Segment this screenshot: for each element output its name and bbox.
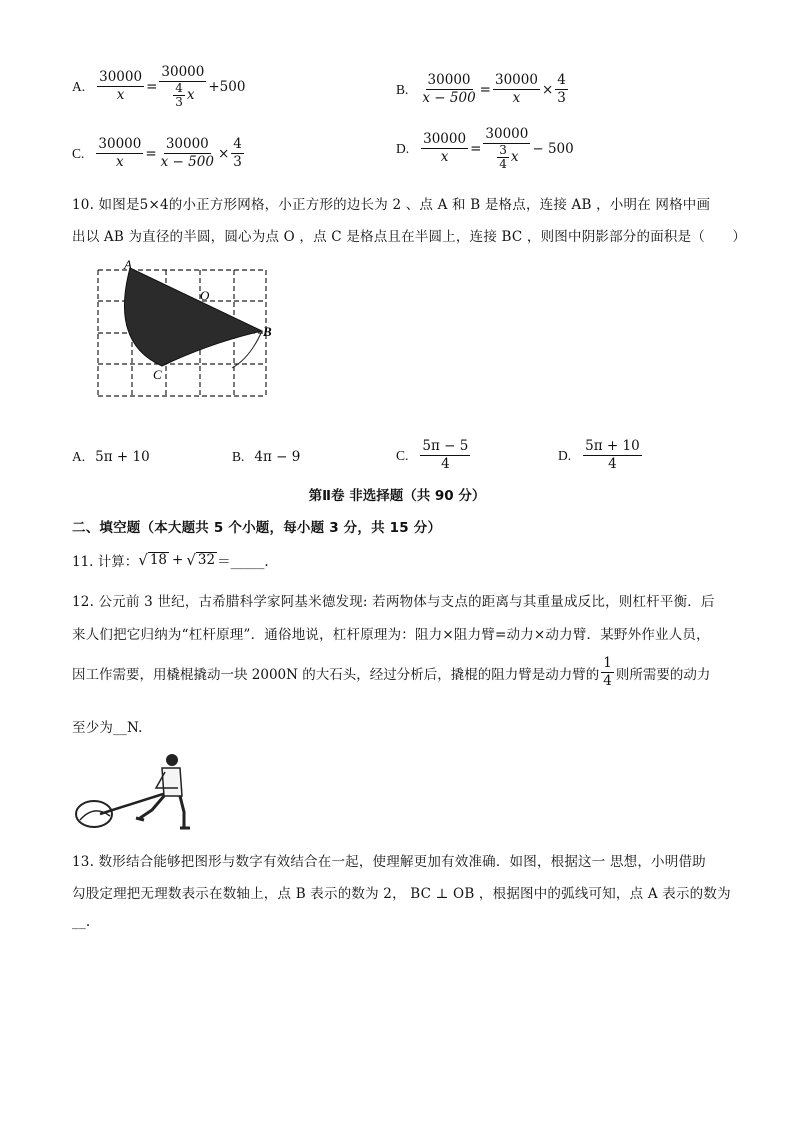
- equals-sign: =: [470, 140, 482, 157]
- fraction-denominator: x − 500: [422, 90, 476, 106]
- part-2-title: 第Ⅱ卷 非选择题（共 90 分）: [308, 488, 486, 504]
- fraction-denominator: x: [512, 90, 521, 106]
- option-label: B.: [396, 81, 409, 97]
- variable: x: [186, 87, 195, 103]
- fraction-numerator: 30000: [485, 126, 529, 142]
- fraction-denominator: 4: [603, 673, 612, 689]
- fraction-denominator: 3: [233, 154, 242, 170]
- fraction-numerator: 4: [233, 136, 242, 152]
- plus-sign: +: [172, 552, 184, 568]
- shaded-region: [124, 268, 262, 366]
- q10-option-b: [232, 449, 300, 465]
- fraction-denominator: x: [440, 149, 449, 165]
- option-label: D.: [396, 140, 410, 156]
- lever-illustration: [72, 748, 212, 836]
- option-value: 4π − 9: [254, 449, 301, 465]
- q9-option-d: [396, 126, 574, 171]
- fraction-numerator: 30000: [99, 69, 143, 85]
- q11-answer-blank: ＝_____.: [217, 554, 269, 570]
- option-label: A.: [72, 78, 86, 94]
- times-sign: ×: [541, 81, 554, 98]
- q12-line-2: 来人们把它归纳为“杠杆原理”．通俗地说，杠杆原理为：阻力×阻力臂=动力×动力臂．某野外作业人员，: [72, 627, 710, 643]
- q10-grid-figure: [90, 258, 280, 408]
- q9-option-a: [72, 64, 245, 109]
- q11-line: [72, 550, 269, 570]
- sqrt-32: √ 32: [186, 551, 216, 569]
- fraction-denominator: 4: [441, 456, 450, 472]
- q10-option-d: [558, 438, 644, 473]
- fraction-denominator: x: [116, 87, 125, 103]
- section-2-title: 二、填空题（本大题共 5 个小题，每小题 3 分，共 15 分）: [72, 520, 442, 536]
- fraction-numerator: 30000: [165, 136, 209, 152]
- point-b-label: B: [263, 324, 272, 339]
- q9-option-c: [72, 136, 246, 171]
- option-label: C.: [396, 447, 409, 463]
- q12-line-4: 至少为__N.: [72, 720, 143, 736]
- q10-option-a: [72, 449, 150, 465]
- fraction-denominator: 4: [499, 157, 507, 171]
- option-value: 5π + 10: [95, 449, 150, 465]
- fraction-denominator: 4: [608, 456, 617, 472]
- fraction-numerator: 4: [557, 72, 566, 88]
- q12-line-3: [72, 655, 710, 690]
- q12-text: 因工作需要，用橇棍撬动一块 2000N 的大石头，经过分析后，撬棍的阻力臂是动力臂的: [72, 666, 600, 683]
- fraction-numerator: 30000: [427, 72, 471, 88]
- q13-line-1: 13. 数形结合能够把图形与数字有效结合在一起，使理解更加有效准确．如图，根据这一 思想，小明借助: [72, 854, 706, 870]
- option-label: B.: [232, 449, 245, 464]
- person-head: [166, 754, 178, 766]
- fraction-denominator: x: [116, 154, 124, 170]
- q10-line-1: 10. 如图是5×4的小正方形网格，小正方形的边长为 2 、点 A 和 B 是格点，连接 AB ，小明在 网格中画: [72, 197, 711, 213]
- point-o-label: O: [200, 288, 210, 303]
- fraction-denominator: 3: [175, 95, 183, 109]
- term: − 500: [532, 140, 574, 157]
- fraction-numerator: 5π + 10: [585, 438, 640, 454]
- point-a-label: A: [124, 258, 132, 272]
- radicand: 32: [197, 552, 216, 568]
- fraction-numerator: 30000: [494, 72, 538, 88]
- radicand: 18: [149, 552, 168, 568]
- fraction-denominator: x − 500: [160, 154, 214, 170]
- variable: x: [510, 149, 519, 165]
- q12-text: 则所需要的动力: [615, 666, 711, 683]
- option-label: C.: [72, 145, 85, 161]
- sqrt-18: √ 18: [138, 551, 168, 569]
- fraction-numerator: 1: [603, 655, 612, 671]
- fraction-denominator: 3: [557, 90, 566, 106]
- q12-line-1: 12. 公元前 3 世纪，古希腊科学家阿基米德发现: 若两物体与支点的距离与其重量成反比，则杠杆平衡．后: [72, 594, 715, 610]
- q13-line-3: __.: [72, 914, 91, 930]
- equals-sign: =: [146, 78, 158, 95]
- term: +500: [208, 78, 246, 95]
- q10-option-c: [396, 438, 472, 473]
- fraction-numerator: 30000: [98, 136, 142, 152]
- fraction-numerator: 30000: [161, 64, 205, 80]
- equals-sign: =: [145, 145, 157, 162]
- times-sign: ×: [217, 145, 230, 162]
- option-label: D.: [558, 447, 572, 463]
- option-label: A.: [72, 449, 86, 464]
- fraction-numerator: 3: [499, 143, 507, 157]
- q11-prefix: 11. 计算：: [72, 554, 139, 570]
- point-c-label: C: [153, 367, 162, 382]
- q10-line-2: 出以 AB 为直径的半圆，圆心为点 O ，点 C 是格点且在半圆上，连接 BC ，则图中阴影部分的面积是（ ）: [72, 229, 747, 245]
- fraction-numerator: 30000: [423, 131, 467, 147]
- q9-option-b: [396, 72, 570, 107]
- q13-line-2: 勾股定理把无理数表示在数轴上，点 B 表示的数为 2， BC ⊥ OB ，根据图中的弧线可知，点 A 表示的数为: [72, 886, 731, 902]
- fraction-numerator: 4: [175, 81, 183, 95]
- equals-sign: =: [479, 81, 491, 98]
- fraction-numerator: 5π − 5: [422, 438, 469, 454]
